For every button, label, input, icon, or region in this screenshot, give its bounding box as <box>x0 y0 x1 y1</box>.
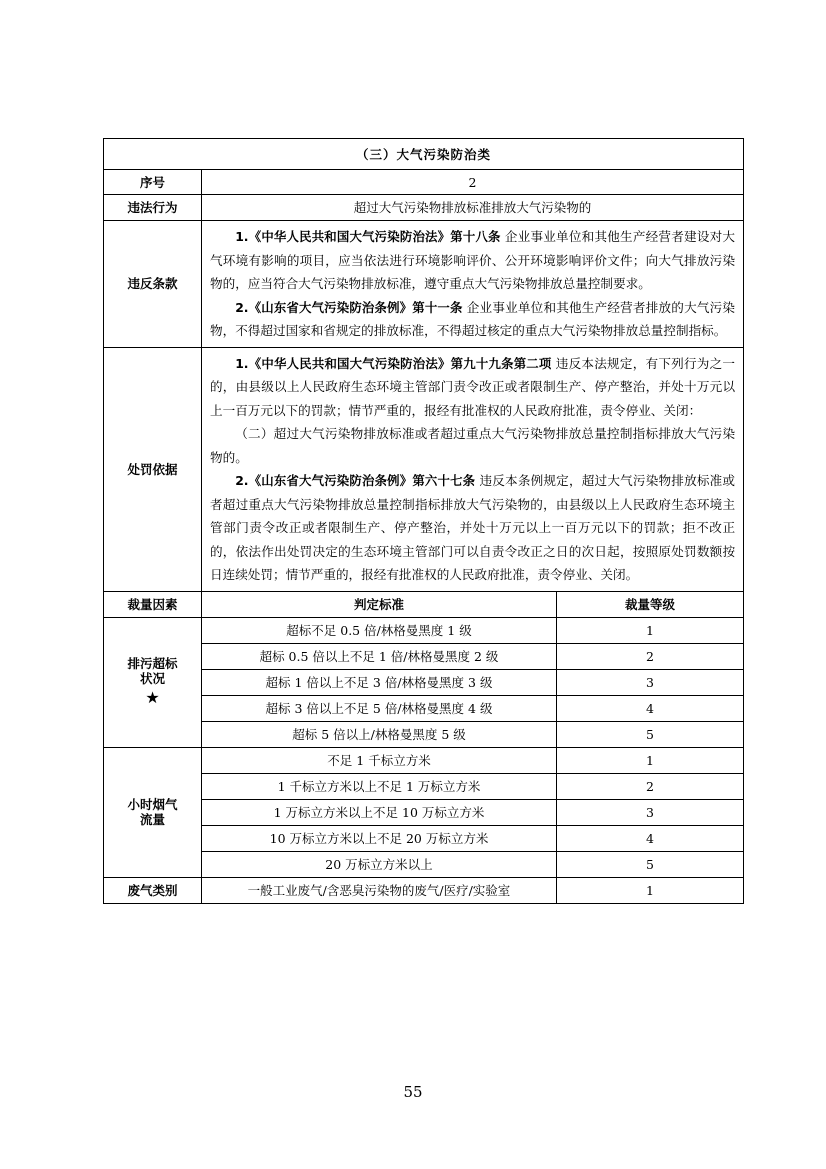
violation-value: 超过大气污染物排放标准排放大气污染物的 <box>202 195 744 221</box>
criteria-cell: 1 万标立方米以上不足 10 万标立方米 <box>202 799 557 825</box>
violated-provisions-content <box>202 221 744 348</box>
emission-excess-label-line1: 排污超标 <box>127 656 178 672</box>
hourly-flow-label <box>104 747 202 877</box>
level-cell: 4 <box>557 695 744 721</box>
provision-citation: 1.《中华人民共和国大气污染防治法》第十八条 <box>235 229 501 244</box>
level-header: 裁量等级 <box>557 591 744 617</box>
level-cell: 2 <box>557 773 744 799</box>
level-cell: 5 <box>557 721 744 747</box>
criteria-cell: 超标 0.5 倍以上不足 1 倍/林格曼黑度 2 级 <box>202 643 557 669</box>
penalty-paragraph <box>210 352 735 423</box>
criteria-cell: 1 千标立方米以上不足 1 万标立方米 <box>202 773 557 799</box>
criteria-cell: 20 万标立方米以上 <box>202 851 557 877</box>
level-cell: 2 <box>557 643 744 669</box>
table-title: （三）大气污染防治类 <box>104 139 744 170</box>
level-cell: 3 <box>557 799 744 825</box>
criteria-cell: 一般工业废气/含恶臭污染物的废气/医疗/实验室 <box>202 877 557 903</box>
penalty-paragraph <box>210 422 735 469</box>
level-cell: 1 <box>557 877 744 903</box>
page-number: 55 <box>403 1083 423 1101</box>
penalty-citation: 1.《中华人民共和国大气污染防治法》第九十九条第二项 <box>235 355 552 371</box>
level-cell: 4 <box>557 825 744 851</box>
provision-text: 企业事业单位和其他生产经营者排放的大气污染物，不得超过国家和省规定的排放标准，不得超过核定的重点大气污染物排放总量控制指标。 <box>210 299 736 338</box>
emission-excess-label-line2: 状况 <box>139 671 165 687</box>
criteria-cell: 10 万标立方米以上不足 20 万标立方米 <box>202 825 557 851</box>
level-cell: 3 <box>557 669 744 695</box>
level-cell: 1 <box>557 747 744 773</box>
penalty-basis-content <box>202 347 744 591</box>
emission-excess-label <box>104 617 202 747</box>
level-cell: 5 <box>557 851 744 877</box>
star-icon: ★ <box>145 688 160 708</box>
criteria-header: 判定标准 <box>202 591 557 617</box>
provision-citation: 2.《山东省大气污染防治条例》第十一条 <box>235 299 463 315</box>
hourly-flow-label-line2: 流量 <box>139 812 165 827</box>
exhaust-type-label: 废气类别 <box>104 877 202 903</box>
criteria-cell: 超标不足 0.5 倍/林格曼黑度 1 级 <box>202 617 557 643</box>
seq-label: 序号 <box>104 170 202 195</box>
provision-paragraph <box>210 296 735 343</box>
penalty-text: （二）超过大气污染物排放标准或者超过重点大气污染物排放总量控制指标排放大气污染物的。 <box>210 426 736 465</box>
penalty-citation: 2.《山东省大气污染防治条例》第六十七条 <box>235 473 476 488</box>
penalty-text: 违反本法规定，有下列行为之一的，由县级以上人民政府生态环境主管部门责令改正或者限制生产、停产整治，并处十万元以上一百万元以下的罚款；情节严重的，报经有批准权的人民政府批准，责令停业、关闭： <box>210 355 736 418</box>
violated-provisions-label: 违反条款 <box>104 221 202 348</box>
penalty-paragraph <box>210 469 735 587</box>
factor-header: 裁量因素 <box>104 591 202 617</box>
penalty-text: 违反本条例规定，超过大气污染物排放标准或者超过重点大气污染物排放总量控制指标排放大气污染物的，由县级以上人民政府生态环境主管部门责令改正或者限制生产、停产整治，并处十万元以上一百万元以下的罚款；拒不改正的，依法作出处罚决定的生态环境主管部门可以自责令改正之日的次日起，按照原处罚数额按日连续处罚；情节严重的，报经有批准权的人民政府批准，责令停业、关闭。 <box>210 473 736 582</box>
seq-value: 2 <box>202 170 744 195</box>
criteria-cell: 超标 3 倍以上不足 5 倍/林格曼黑度 4 级 <box>202 695 557 721</box>
provision-paragraph <box>210 225 735 296</box>
criteria-cell: 超标 1 倍以上不足 3 倍/林格曼黑度 3 级 <box>202 669 557 695</box>
penalty-basis-label: 处罚依据 <box>104 347 202 591</box>
violation-label: 违法行为 <box>104 195 202 221</box>
penalty-discretion-table <box>103 138 744 904</box>
criteria-cell: 不足 1 千标立方米 <box>202 747 557 773</box>
level-cell: 1 <box>557 617 744 643</box>
provision-text: 企业事业单位和其他生产经营者建设对大气环境有影响的项目，应当依法进行环境影响评价、公开环境影响评价文件；向大气排放污染物的，应当符合大气污染物排放标准，遵守重点大气污染物排放总量控制要求。 <box>210 229 736 291</box>
hourly-flow-label-line1: 小时烟气 <box>127 797 178 812</box>
criteria-cell: 超标 5 倍以上/林格曼黑度 5 级 <box>202 721 557 747</box>
